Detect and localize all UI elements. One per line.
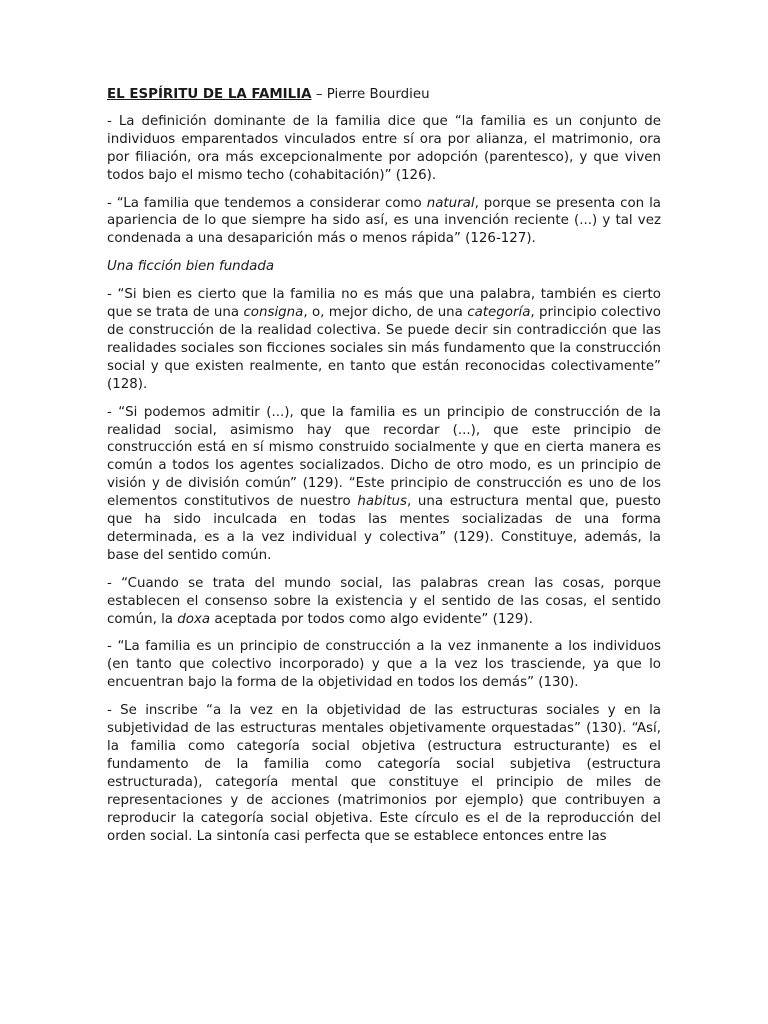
paragraph-text: - Se inscribe “a la vez en la objetividad de las estructuras sociales y en la subjetividad de las estructuras mentales objetivamente orquestadas” (130). “Así, la familia como categoría social objetiva (estructura estructurante) es el fundamento de la familia como categoría social subjetiva (estructura estructurada), categoría mental que constituye el principio de miles de representaciones y de acciones (matrimonios por ejemplo) que contribuyen a reproducir la categoría social objetiva. Este círculo es el de la reproducción del orden social. La sintonía casi perfecta que se establece entonces entre las (107, 703, 661, 844)
italic-term: consigna (243, 305, 304, 321)
paragraph-7 (107, 702, 661, 845)
italic-term: doxa (177, 611, 211, 627)
paragraph-text: - “La familia es un principio de construcción a la vez inmanente a los individuos (en tanto que colectivo incorporado) y que a la vez los trasciende, ya que lo encuentran bajo la forma de la objetividad en todos los demás” (130). (107, 639, 661, 691)
paragraph-3 (107, 286, 661, 393)
italic-term: habitus (357, 494, 407, 510)
paragraph-text: , una estructura mental que, puesto que ha sido inculcada en todas las mentes socializadas de una forma determinada, es a la vez individual y colectiva” (129). Constituye, además, la base del sentido común. (107, 494, 661, 563)
author-name: – Pierre Bourdieu (315, 87, 430, 102)
paragraph-text: , principio colectivo de construcción de la realidad colectiva. Se puede decir sin contradicción que las realidades sociales son ficciones sociales sin más fundamento que la construcción social y que existen realmente, en tanto que están reconocidas colectivamente” (128). (107, 305, 661, 392)
section-subheading: Una ficción bien fundada (107, 259, 275, 275)
italic-term: natural (426, 195, 475, 211)
paragraph-text: , porque se presenta con la apariencia de lo que siempre ha sido así, es una invención reciente (...) y tal vez condenada a una desaparición más o menos rápida” (126-127). (107, 195, 661, 247)
document-body (107, 86, 661, 845)
paragraph-text: aceptada por todos como algo evidente” (129). (210, 611, 533, 627)
paragraph-5 (107, 575, 661, 629)
paragraph-text: - “Si bien es cierto que la familia no es más que una palabra, también es cierto que se trata de una (107, 287, 661, 321)
paragraph-text: - “Si podemos admitir (...), que la familia es un principio de construcción de la realidad social, asimismo hay que recordar (...), que este principio de construcción está en sí mismo construido socialmente y que en cierta manera es común a todos los agentes socializados. Dicho de otro modo, es un principio de visión y de división común” (129). “Este principio de construcción es uno de los elementos constitutivos de nuestro (107, 404, 661, 510)
title-line (107, 86, 661, 104)
paragraph-4 (107, 404, 661, 565)
paragraph-text: - “Cuando se trata del mundo social, las palabras crean las cosas, porque establecen el consenso sobre la existencia y el sentido de las cosas, el sentido común, la (107, 575, 661, 627)
paragraph-text: - La definición dominante de la familia dice que “la familia es un conjunto de individuos emparentados vinculados entre sí ora por alianza, el matrimonio, ora por filiación, ora más excepcionalmente por adopción (parentesco), y que viven todos bajo el mismo techo (cohabitación)” (126). (107, 113, 661, 183)
document-title: EL ESPÍRITU DE LA FAMILIA (107, 87, 312, 102)
paragraph-2 (107, 195, 661, 249)
italic-term: categoría (467, 305, 531, 321)
paragraph-6 (107, 638, 661, 692)
paragraph-text: - “La familia que tendemos a considerar como (107, 195, 427, 211)
paragraph-1 (107, 113, 661, 185)
paragraph-text: , o, mejor dicho, de una (303, 305, 468, 321)
